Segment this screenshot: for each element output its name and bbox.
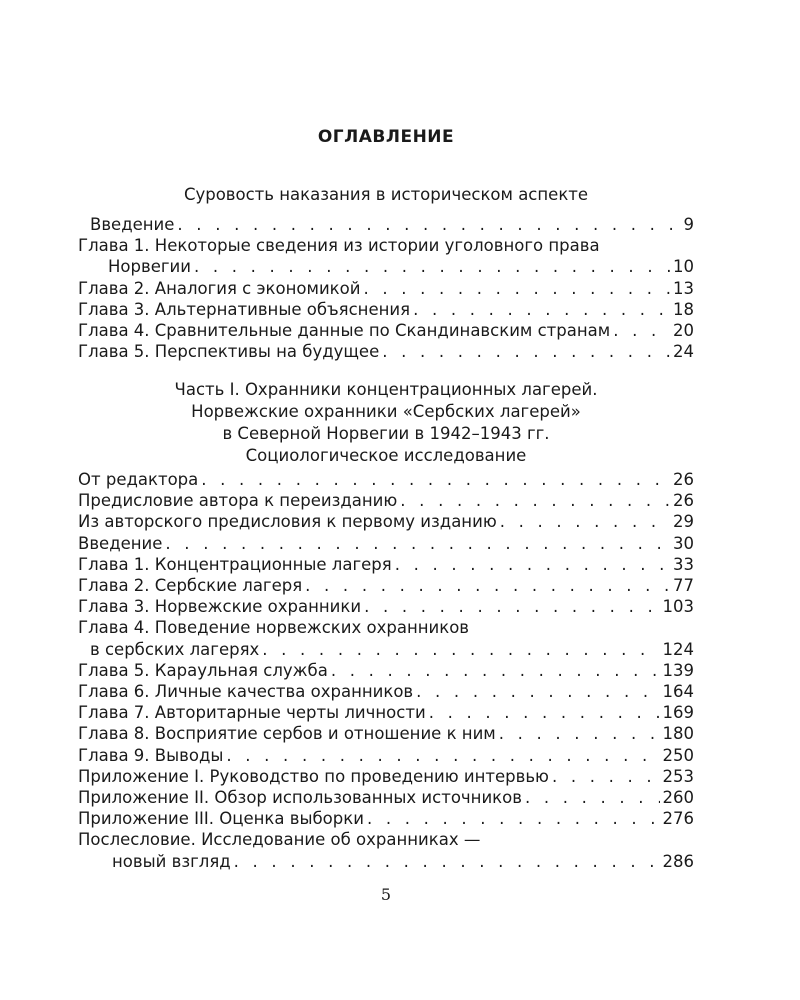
- section-heading-line: Социологическое исследование: [245, 446, 527, 465]
- toc-entry-title: Приложение III. Оценка выборки: [78, 809, 364, 829]
- toc-entry-title-first-line: Глава 1. Некоторые сведения из истории уголовного права: [78, 236, 600, 256]
- toc-entry-page: 30: [673, 533, 694, 553]
- toc-entry-title: Глава 7. Авторитарные черты личности: [78, 703, 426, 723]
- toc-entry: [78, 469, 694, 490]
- toc-entry: [78, 681, 694, 702]
- dot-leader: [331, 660, 660, 681]
- toc-entry: [78, 575, 694, 596]
- toc-entry-page: 250: [662, 745, 694, 765]
- section-heading-line: в Северной Норвегии в 1942–1943 гг.: [222, 424, 550, 443]
- toc-entry-title: Введение: [78, 533, 163, 553]
- dot-leader: [165, 533, 670, 554]
- toc-entry-page: 164: [662, 682, 694, 702]
- toc-entry: [78, 511, 694, 532]
- dot-leader: [500, 511, 670, 532]
- dot-leader: [499, 723, 660, 744]
- toc-entry: [78, 490, 694, 511]
- toc-entry-title: Глава 6. Личные качества охранников: [78, 682, 414, 702]
- page-title: ОГЛАВЛЕНИЕ: [317, 127, 455, 147]
- toc-entry: [78, 617, 694, 659]
- toc-entry-page: 253: [662, 766, 694, 786]
- toc-entry-title: Глава 2. Аналогия с экономикой: [78, 278, 361, 298]
- toc-entry-title: Приложение II. Обзор использованных источников: [78, 788, 522, 808]
- dot-leader: [552, 766, 660, 787]
- toc-entry: [78, 554, 694, 575]
- toc-entry-page: 124: [662, 639, 694, 659]
- dot-leader: [400, 490, 670, 511]
- dot-leader: [395, 554, 670, 575]
- toc-entry-page: 24: [673, 342, 694, 362]
- dot-leader: [525, 787, 660, 808]
- toc-entry: [78, 723, 694, 744]
- toc-entry-page: 9: [683, 215, 694, 234]
- toc-entry-page: 33: [673, 554, 694, 574]
- toc-entry-page: 103: [662, 597, 694, 617]
- dot-leader: [363, 278, 670, 299]
- toc-entry: [78, 766, 694, 787]
- dot-leader: [429, 702, 660, 723]
- toc-entry-page: 13: [673, 278, 694, 298]
- toc-entry-title: Глава 8. Восприятие сербов и отношение к ним: [78, 724, 496, 744]
- dot-leader: [367, 808, 660, 829]
- toc-entry-page: 169: [662, 703, 694, 723]
- dot-leader: [613, 320, 670, 341]
- toc-entry-page: 180: [662, 724, 694, 744]
- toc-entry: [78, 702, 694, 723]
- toc-entry: [78, 320, 694, 341]
- toc-entry-page: 26: [673, 491, 694, 511]
- toc-entry-title: Норвегии: [108, 257, 191, 277]
- toc-entry-title: Глава 2. Сербские лагеря: [78, 576, 303, 596]
- section-heading-1: [78, 184, 694, 206]
- toc-entry: [78, 278, 694, 299]
- toc-entry-title: Глава 3. Норвежские охранники: [78, 597, 362, 617]
- toc-entry-page: 26: [673, 470, 694, 489]
- dot-leader: [413, 299, 670, 320]
- toc-entry-title: Глава 1. Концентрационные лагеря: [78, 554, 392, 574]
- toc-entry: [78, 787, 694, 808]
- toc-entry-page: 139: [662, 660, 694, 680]
- toc-entry-title: новый взгляд: [112, 851, 231, 871]
- toc-entry-page: 260: [662, 788, 694, 808]
- toc-entry-title-first-line: Глава 4. Поведение норвежских охранников: [78, 618, 470, 638]
- section-heading-text: Суровость наказания в историческом аспекте: [183, 185, 589, 204]
- toc-entry: [78, 745, 694, 766]
- toc-entry-page: 286: [662, 851, 694, 871]
- toc-entry-title: Глава 3. Альтернативные объяснения: [78, 299, 411, 319]
- toc-entry-title: Глава 5. Караульная служба: [78, 660, 328, 680]
- toc-entry: [78, 235, 694, 277]
- toc-entry-title: От редактора: [78, 470, 199, 489]
- page-number: 5: [380, 885, 392, 904]
- section-heading-line: Часть I. Охранники концентрационных лагерей.: [174, 380, 598, 399]
- toc-entry-page: 276: [662, 809, 694, 829]
- dot-leader: [194, 256, 670, 277]
- toc-entry-page: 20: [673, 321, 694, 341]
- section-heading-2: [78, 379, 694, 467]
- toc-entry-title: Глава 9. Выводы: [78, 745, 224, 765]
- toc-entry-title: Глава 5. Перспективы на будущее: [78, 342, 380, 362]
- toc-entry-page: 29: [673, 512, 694, 532]
- toc-entry: [78, 808, 694, 829]
- toc-entry-title: в сербских лагерях: [90, 639, 260, 659]
- toc-entry: [78, 341, 694, 362]
- dot-leader: [305, 575, 670, 596]
- toc-entry: [78, 660, 694, 681]
- toc-entry-page: 10: [673, 257, 694, 277]
- toc-entry: [78, 829, 694, 871]
- section-heading-line: Норвежские охранники «Сербских лагерей»: [191, 402, 581, 421]
- toc-entry-title: Приложение I. Руководство по проведению интервью: [78, 766, 549, 786]
- toc-entry-title: Из авторского предисловия к первому изданию: [78, 512, 497, 532]
- toc-entry-title: Предисловие автора к переизданию: [78, 491, 398, 511]
- dot-leader: [177, 214, 680, 235]
- dot-leader: [364, 596, 659, 617]
- dot-leader: [201, 469, 670, 490]
- toc-entry-title: Глава 4. Сравнительные данные по Скандинавским странам: [78, 321, 611, 341]
- toc-entry: [78, 533, 694, 554]
- toc-entry-title: Введение: [90, 215, 175, 234]
- toc-section-1: [78, 214, 694, 362]
- dot-leader: [262, 639, 659, 660]
- book-page: [78, 0, 694, 1000]
- toc-entry-page: 18: [673, 299, 694, 319]
- toc-entry-title-first-line: Послесловие. Исследование об охранниках —: [78, 830, 481, 850]
- toc-section-2: [78, 469, 694, 872]
- toc-entry-page: 77: [673, 576, 694, 596]
- dot-leader: [226, 745, 659, 766]
- dot-leader: [416, 681, 659, 702]
- toc-entry: [78, 596, 694, 617]
- toc-entry: [78, 299, 694, 320]
- toc-entry: [78, 214, 694, 235]
- dot-leader: [234, 851, 660, 872]
- dot-leader: [382, 341, 670, 362]
